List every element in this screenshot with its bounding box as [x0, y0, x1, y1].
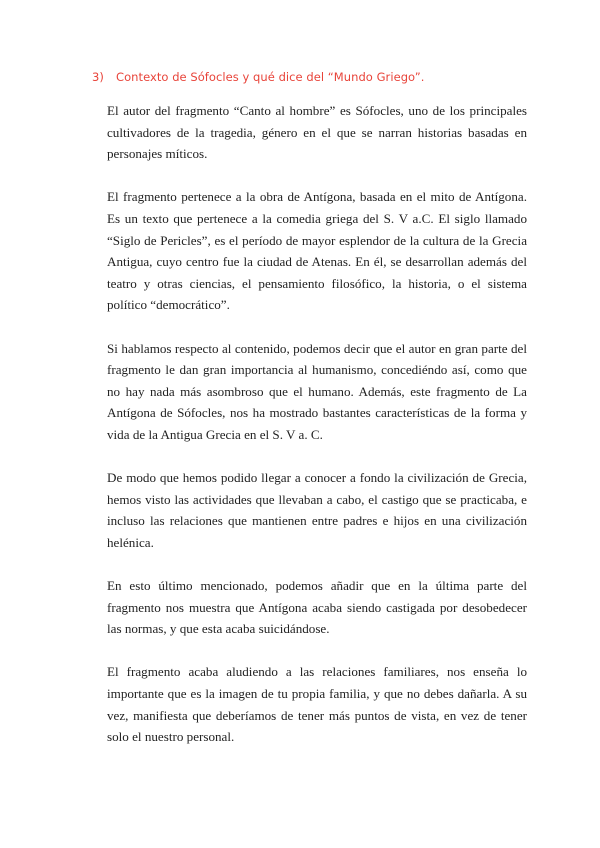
section-heading: [92, 70, 424, 84]
paragraph: El autor del fragmento “Canto al hombre” es Sófocles, uno de los principales cultivadores de la tragedia, género en el que se narran historias basadas en personajes míticos.: [107, 103, 527, 162]
paragraph: El fragmento acaba aludiendo a las relaciones familiares, nos enseña lo importante que es la imagen de tu propia familia, y que no debes dañarla. A su vez, manifiesta que deberíamos de tener más puntos de vista, en vez de tener solo el nuestro personal.: [107, 664, 527, 745]
paragraph: El fragmento pertenece a la obra de Antígona, basada en el mito de Antígona. Es un texto que pertenece a la comedia griega del S. V a.C. El siglo llamado “Siglo de Pericles”, es el período de mayor esplendor de la cultura de la Grecia Antigua, cuyo centro fue la ciudad de Atenas. En él, se desarrollan además del teatro y otras ciencias, el pensamiento filosófico, la historia, o el sistema político “democrático”.: [107, 189, 527, 313]
paragraph: Si hablamos respecto al contenido, podemos decir que el autor en gran parte del fragmento le dan gran importancia al humanismo, concediéndo así, como que no hay nada más asombroso que el humano. Además, este fragmento de La Antígona de Sófocles, nos ha mostrado bastantes características de la forma y vida de la Antigua Grecia en el S. V a. C.: [107, 340, 527, 442]
section-title: Contexto de Sófocles y qué dice del “Mundo Griego”.: [116, 70, 425, 84]
paragraph: En esto último mencionado, podemos añadir que en la última parte del fragmento nos muestra que Antígona acaba siendo castigada por desobedecer las normas, y que esta acaba suicidándose.: [107, 578, 527, 637]
document-body: [107, 100, 527, 769]
section-number: 3): [92, 70, 104, 84]
paragraph: De modo que hemos podido llegar a conocer a fondo la civilización de Grecia, hemos visto las actividades que llevaban a cabo, el castigo que se practicaba, e incluso las relaciones que mantienen entre padres e hijos en una civilización helénica.: [107, 470, 527, 550]
